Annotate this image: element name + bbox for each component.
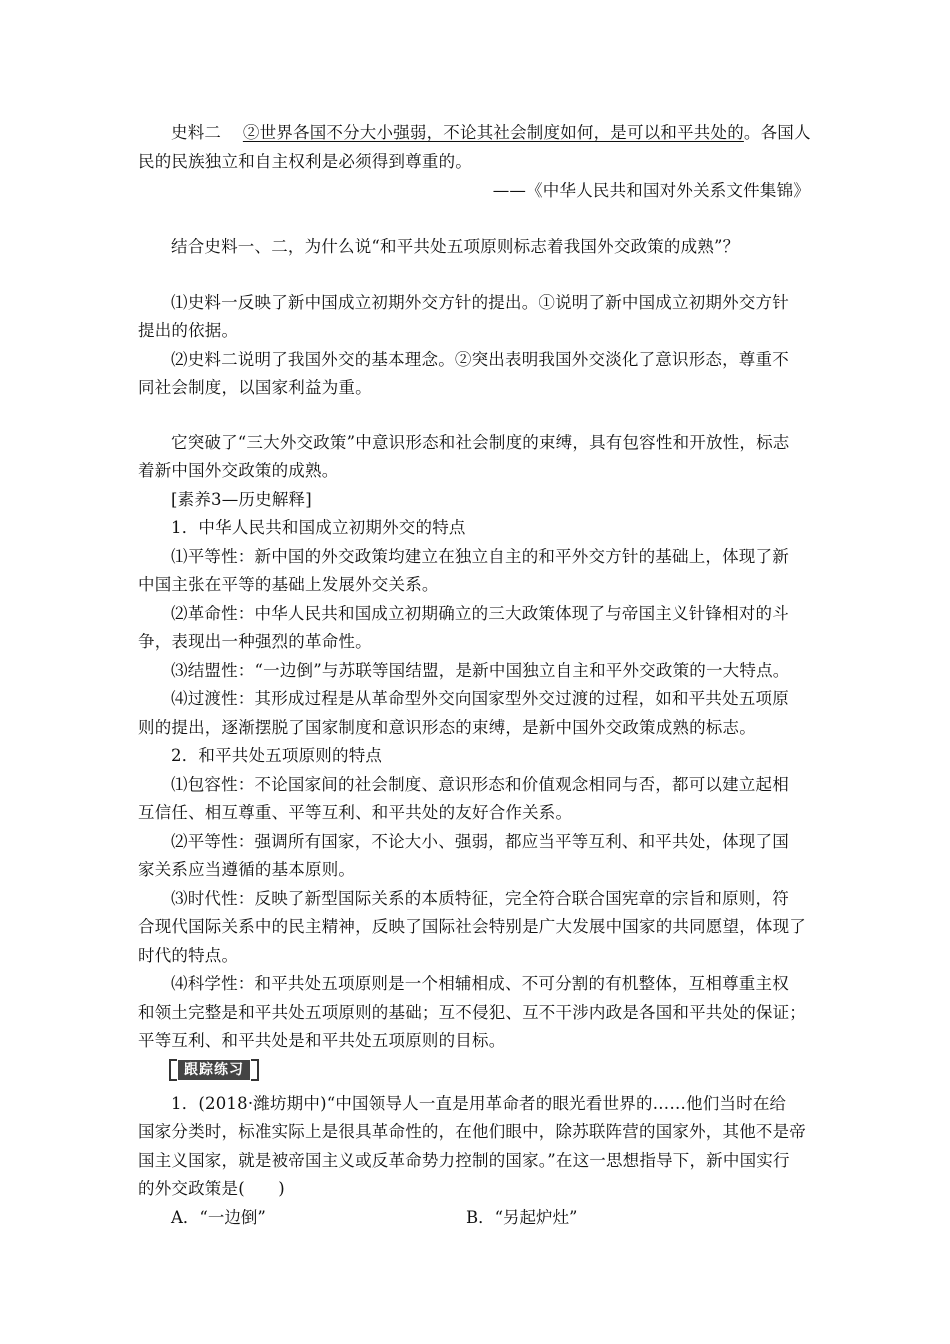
analysis-1-line-2: 提出的依据。 xyxy=(138,321,239,340)
part2-item2-line-2: 家关系应当遵循的基本原则。 xyxy=(138,860,356,879)
exercise-1-line-1: 1．(2018·潍坊期中)“中国领导人一直是用革命者的眼光看世界的……他们当时在给 xyxy=(171,1094,787,1113)
exercise-1-line-4: 的外交政策是( ) xyxy=(138,1179,285,1198)
analysis-2-line-1: ⑵史料二说明了我国外交的基本理念。②突出表明我国外交淡化了意识形态，尊重不 xyxy=(171,350,789,369)
conclusion-line-2: 着新中国外交政策的成熟。 xyxy=(138,461,339,480)
practice-badge-label: 跟踪练习 xyxy=(178,1060,250,1080)
source-two-label: 史料二 xyxy=(171,123,222,142)
option-a: A．“一边倒” xyxy=(171,1208,266,1227)
option-b: B．“另起炉灶” xyxy=(466,1208,578,1227)
source-two-citation: ——《中华人民共和国对外关系文件集锦》 xyxy=(492,181,810,200)
part2-item4-line-3: 平等互利、和平共处是和平共处五项原则的目标。 xyxy=(138,1031,506,1050)
source-two-underlined-text: ②世界各国不分大小强弱，不论其社会制度如何，是可以和平共处的 xyxy=(242,123,744,142)
part1-item1-line-1: ⑴平等性：新中国的外交政策均建立在独立自主的和平外交方针的基础上，体现了新 xyxy=(171,547,789,566)
analysis-1-line-1: ⑴史料一反映了新中国成立初期外交方针的提出。①说明了新中国成立初期外交方针 xyxy=(171,293,789,312)
part2-item1-line-1: ⑴包容性：不论国家间的社会制度、意识形态和价值观念相同与否，都可以建立起相 xyxy=(171,775,789,794)
part2-item3-line-2: 合现代国际关系中的民主精神，反映了国际社会特别是广大发展中国家的共同愿望，体现了 xyxy=(138,917,806,936)
part1-item2-line-1: ⑵革命性：中华人民共和国成立初期确立的三大政策体现了与帝国主义针锋相对的斗 xyxy=(171,604,789,623)
conclusion-line-1: 它突破了“三大外交政策”中意识形态和社会制度的束缚，具有包容性和开放性，标志 xyxy=(171,433,790,452)
part2-item3-line-1: ⑶时代性：反映了新型国际关系的本质特征，完全符合联合国宪章的宗旨和原则，符 xyxy=(171,889,789,908)
section-tag: [素养3—历史解释] xyxy=(171,490,312,509)
heading-1: 1．中华人民共和国成立初期外交的特点 xyxy=(171,518,466,537)
part1-item1-line-2: 中国主张在平等的基础上发展外交关系。 xyxy=(138,575,439,594)
part2-item3-line-3: 时代的特点。 xyxy=(138,946,239,965)
question-text: 结合史料一、二，为什么说“和平共处五项原则标志着我国外交政策的成熟”？ xyxy=(171,237,740,256)
part2-item4-line-1: ⑷科学性：和平共处五项原则是一个相辅相成、不可分割的有机整体，互相尊重主权 xyxy=(171,974,789,993)
source-two-line-1 xyxy=(171,122,811,144)
exercise-1-line-2: 国家分类时，标准实际上是很具革命性的，在他们眼中，除苏联阵营的国家外，其他不是帝 xyxy=(138,1122,806,1141)
part2-item1-line-2: 互信任、相互尊重、平等互利、和平共处的友好合作关系。 xyxy=(138,803,573,822)
practice-badge xyxy=(168,1059,260,1081)
analysis-2-line-2: 同社会制度，以国家利益为重。 xyxy=(138,378,372,397)
part1-item4-line-2: 则的提出，逐渐摆脱了国家制度和意识形态的束缚，是新中国外交政策成熟的标志。 xyxy=(138,718,756,737)
part1-item4-line-1: ⑷过渡性：其形成过程是从革命型外交向国家型外交过渡的过程，如和平共处五项原 xyxy=(171,689,789,708)
source-two-text-rest: 。各国人 xyxy=(743,123,811,142)
part2-item4-line-2: 和领土完整是和平共处五项原则的基础；互不侵犯、互不干涉内政是各国和平共处的保证； xyxy=(138,1003,806,1022)
heading-2: 2．和平共处五项原则的特点 xyxy=(171,746,383,765)
exercise-1-line-3: 国主义国家，就是被帝国主义或反革命势力控制的国家。”在这一思想指导下，新中国实行 xyxy=(138,1151,790,1170)
part2-item2-line-1: ⑵平等性：强调所有国家，不论大小、强弱，都应当平等互利、和平共处，体现了国 xyxy=(171,832,789,851)
part1-item2-line-2: 争，表现出一种强烈的革命性。 xyxy=(138,632,372,651)
source-two-line-2: 民的民族独立和自主权利是必须得到尊重的。 xyxy=(138,152,472,171)
part1-item3-line-1: ⑶结盟性：“一边倒”与苏联等国结盟，是新中国独立自主和平外交政策的一大特点。 xyxy=(171,661,790,680)
